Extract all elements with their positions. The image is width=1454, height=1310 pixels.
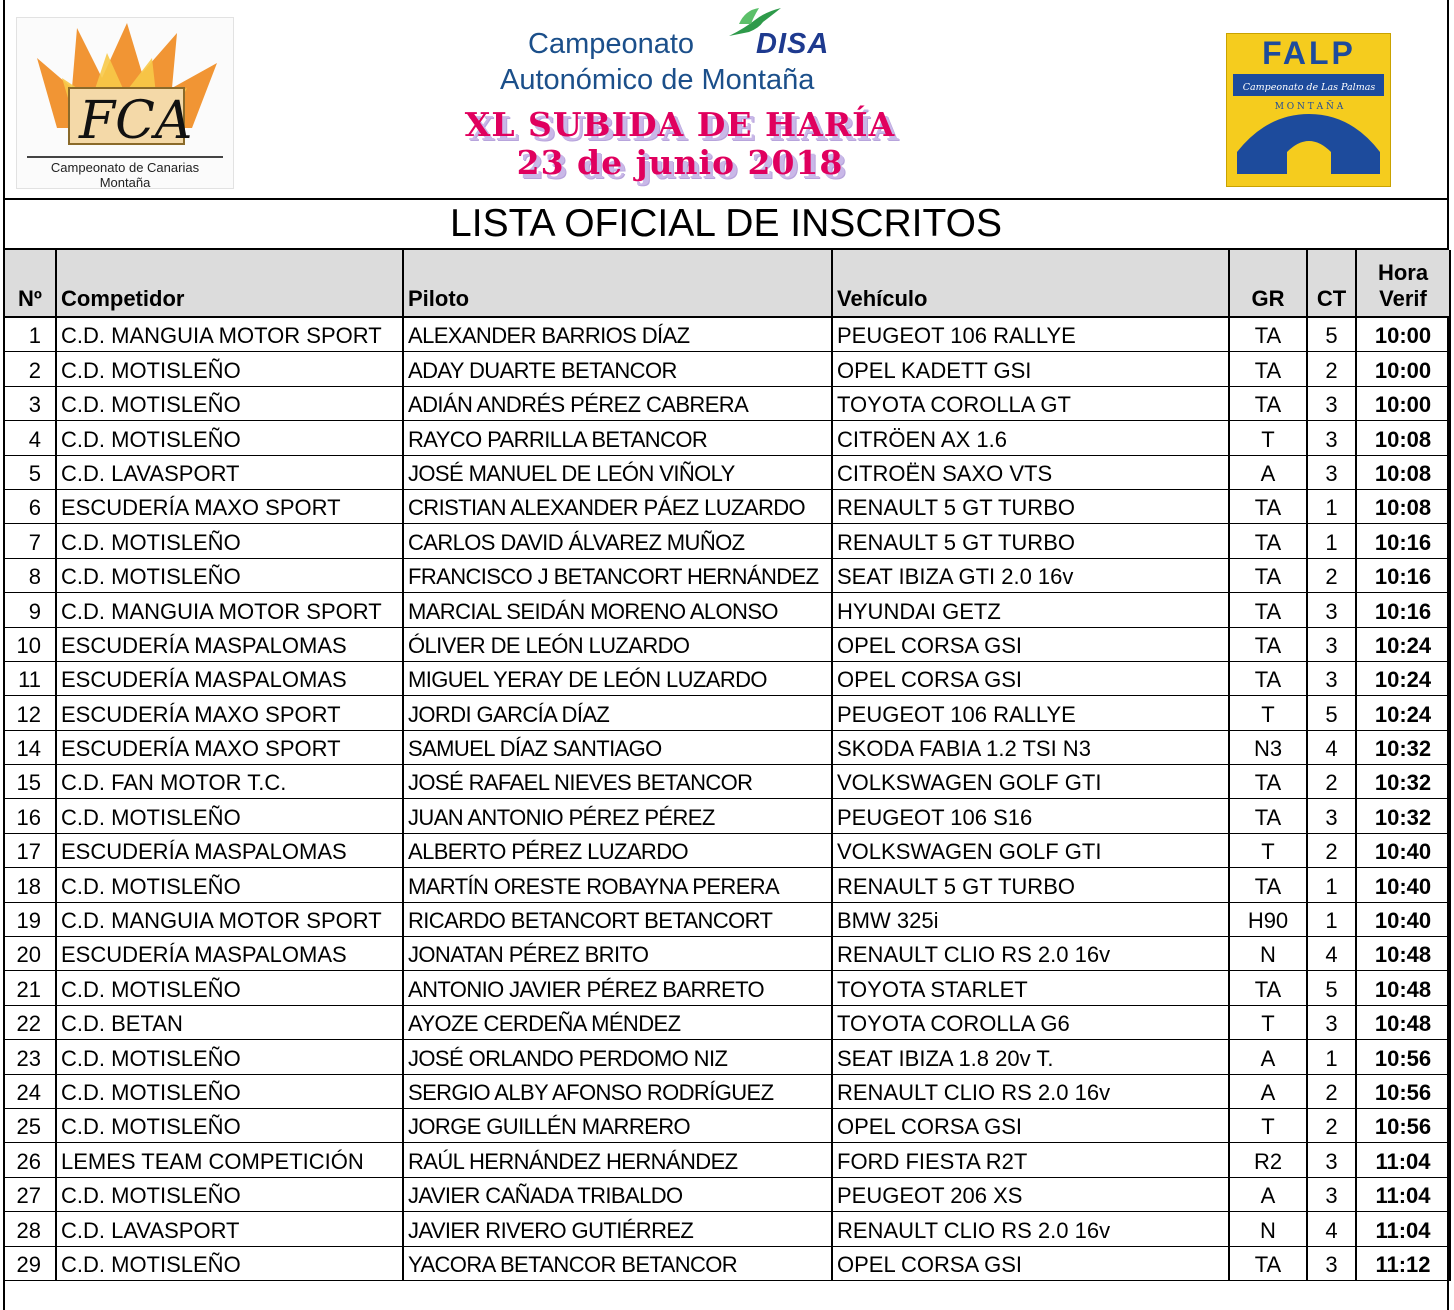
- event-date: 23 de junio 2018: [516, 143, 844, 182]
- cell-gr: TA: [1229, 799, 1307, 833]
- cell-gr: H90: [1229, 902, 1307, 936]
- cell-vehiculo: VOLKSWAGEN GOLF GTI: [832, 833, 1229, 867]
- cell-piloto: JONATAN PÉREZ BRITO: [403, 937, 832, 971]
- table-row: [4, 765, 1450, 799]
- cell-competidor: ESCUDERÍA MASPALOMAS: [56, 937, 403, 971]
- cell-hora: 10:56: [1356, 1074, 1450, 1108]
- event-name: XL SUBIDA DE HARÍA: [464, 105, 896, 144]
- cell-hora: 10:08: [1356, 421, 1450, 455]
- cell-hora: 10:56: [1356, 1040, 1450, 1074]
- cell-ct: 4: [1307, 1212, 1356, 1246]
- fca-caption-line1: Campeonato de Canarias: [50, 160, 200, 175]
- event-title: [400, 106, 960, 182]
- cell-ct: 2: [1307, 833, 1356, 867]
- cell-hora: 10:16: [1356, 524, 1450, 558]
- cell-ct: 3: [1307, 799, 1356, 833]
- cell-competidor: C.D. FAN MOTOR T.C.: [56, 765, 403, 799]
- cell-ct: 3: [1307, 386, 1356, 420]
- cell-gr: N3: [1229, 730, 1307, 764]
- cell-vehiculo: TOYOTA COROLLA GT: [832, 386, 1229, 420]
- cell-piloto: RAYCO PARRILLA BETANCOR: [403, 421, 832, 455]
- cell-competidor: C.D. LAVASPORT: [56, 455, 403, 489]
- cell-hora: 10:00: [1356, 352, 1450, 386]
- cell-no: 2: [4, 352, 56, 386]
- table-row: [4, 317, 1450, 352]
- cell-competidor: ESCUDERÍA MASPALOMAS: [56, 627, 403, 661]
- cell-competidor: C.D. MOTISLEÑO: [56, 558, 403, 592]
- cell-gr: T: [1229, 696, 1307, 730]
- falp-subtitle: Campeonato de Las Palmas: [1242, 82, 1376, 93]
- table-row: [4, 661, 1450, 695]
- cell-gr: T: [1229, 1005, 1307, 1039]
- cell-ct: 1: [1307, 902, 1356, 936]
- table-row: [4, 1143, 1450, 1177]
- cell-piloto: JAVIER RIVERO GUTIÉRREZ: [403, 1212, 832, 1246]
- cell-ct: 1: [1307, 524, 1356, 558]
- cell-hora: 10:24: [1356, 696, 1450, 730]
- table-row: [4, 386, 1450, 420]
- table-row: [4, 558, 1450, 592]
- cell-vehiculo: OPEL CORSA GSI: [832, 1108, 1229, 1142]
- cell-piloto: MARCIAL SEIDÁN MORENO ALONSO: [403, 593, 832, 627]
- cell-no: 4: [4, 421, 56, 455]
- table-row: [4, 421, 1450, 455]
- cell-no: 11: [4, 661, 56, 695]
- cell-hora: 10:08: [1356, 455, 1450, 489]
- cell-competidor: C.D. MOTISLEÑO: [56, 1246, 403, 1280]
- cell-piloto: ADAY DUARTE BETANCOR: [403, 352, 832, 386]
- cell-no: 8: [4, 558, 56, 592]
- cell-hora: 11:04: [1356, 1177, 1450, 1211]
- page-title: LISTA OFICIAL DE INSCRITOS: [3, 198, 1449, 250]
- cell-ct: 1: [1307, 1040, 1356, 1074]
- cell-ct: 3: [1307, 1177, 1356, 1211]
- cell-piloto: JORDI GARCÍA DÍAZ: [403, 696, 832, 730]
- cell-gr: TA: [1229, 765, 1307, 799]
- cell-competidor: ESCUDERÍA MAXO SPORT: [56, 696, 403, 730]
- cell-ct: 5: [1307, 696, 1356, 730]
- cell-gr: TA: [1229, 627, 1307, 661]
- cell-hora: 10:40: [1356, 902, 1450, 936]
- cell-no: 12: [4, 696, 56, 730]
- cell-no: 17: [4, 833, 56, 867]
- cell-piloto: CARLOS DAVID ÁLVAREZ MUÑOZ: [403, 524, 832, 558]
- cell-ct: 3: [1307, 1005, 1356, 1039]
- cell-ct: 3: [1307, 627, 1356, 661]
- cell-hora: 10:24: [1356, 627, 1450, 661]
- cell-vehiculo: BMW 325i: [832, 902, 1229, 936]
- cell-ct: 2: [1307, 765, 1356, 799]
- cell-hora: 11:04: [1356, 1143, 1450, 1177]
- cell-vehiculo: RENAULT 5 GT TURBO: [832, 489, 1229, 523]
- cell-vehiculo: CITRÖEN AX 1.6: [832, 421, 1229, 455]
- cell-ct: 3: [1307, 661, 1356, 695]
- cell-no: 25: [4, 1108, 56, 1142]
- table-row: [4, 455, 1450, 489]
- table-row: [4, 1212, 1450, 1246]
- cell-ct: 3: [1307, 1143, 1356, 1177]
- fca-caption: [27, 156, 223, 189]
- table-row: [4, 489, 1450, 523]
- cell-vehiculo: RENAULT 5 GT TURBO: [832, 868, 1229, 902]
- col-header-ct: CT: [1307, 250, 1356, 317]
- table-row: [4, 730, 1450, 764]
- cell-ct: 2: [1307, 1074, 1356, 1108]
- cell-ct: 3: [1307, 593, 1356, 627]
- cell-hora: 11:12: [1356, 1246, 1450, 1280]
- cell-no: 6: [4, 489, 56, 523]
- cell-ct: 5: [1307, 971, 1356, 1005]
- entries-body: [4, 317, 1450, 1280]
- cell-hora: 10:56: [1356, 1108, 1450, 1142]
- cell-vehiculo: PEUGEOT 106 RALLYE: [832, 317, 1229, 352]
- entries-table: [3, 250, 1451, 1281]
- cell-competidor: C.D. MOTISLEÑO: [56, 1177, 403, 1211]
- cell-gr: A: [1229, 1074, 1307, 1108]
- col-header-competidor: Competidor: [56, 250, 403, 317]
- cell-piloto: YACORA BETANCOR BETANCOR: [403, 1246, 832, 1280]
- cell-hora: 11:04: [1356, 1212, 1450, 1246]
- cell-piloto: CRISTIAN ALEXANDER PÁEZ LUZARDO: [403, 489, 832, 523]
- cell-ct: 3: [1307, 455, 1356, 489]
- cell-gr: A: [1229, 455, 1307, 489]
- cell-vehiculo: RENAULT CLIO RS 2.0 16v: [832, 1074, 1229, 1108]
- table-row: [4, 696, 1450, 730]
- cell-ct: 4: [1307, 730, 1356, 764]
- cell-vehiculo: SKODA FABIA 1.2 TSI N3: [832, 730, 1229, 764]
- cell-piloto: JUAN ANTONIO PÉREZ PÉREZ: [403, 799, 832, 833]
- cell-hora: 10:00: [1356, 317, 1450, 352]
- cell-no: 29: [4, 1246, 56, 1280]
- cell-no: 14: [4, 730, 56, 764]
- cell-hora: 10:48: [1356, 971, 1450, 1005]
- col-header-hora-line2: Verif: [1379, 286, 1427, 311]
- cell-vehiculo: RENAULT 5 GT TURBO: [832, 524, 1229, 558]
- cell-no: 19: [4, 902, 56, 936]
- table-row: [4, 593, 1450, 627]
- table-row: [4, 1177, 1450, 1211]
- cell-hora: 10:40: [1356, 833, 1450, 867]
- cell-piloto: ADIÁN ANDRÉS PÉREZ CABRERA: [403, 386, 832, 420]
- falp-logo: [1226, 33, 1391, 187]
- cell-gr: TA: [1229, 489, 1307, 523]
- col-header-piloto: Piloto: [403, 250, 832, 317]
- table-row: [4, 1074, 1450, 1108]
- cell-piloto: AYOZE CERDEÑA MÉNDEZ: [403, 1005, 832, 1039]
- cell-piloto: RICARDO BETANCORT BETANCORT: [403, 902, 832, 936]
- table-row: [4, 1246, 1450, 1280]
- cell-gr: TA: [1229, 661, 1307, 695]
- cell-ct: 2: [1307, 1108, 1356, 1142]
- cell-vehiculo: RENAULT CLIO RS 2.0 16v: [832, 1212, 1229, 1246]
- cell-no: 21: [4, 971, 56, 1005]
- cell-hora: 10:24: [1356, 661, 1450, 695]
- cell-competidor: ESCUDERÍA MASPALOMAS: [56, 661, 403, 695]
- cell-gr: TA: [1229, 352, 1307, 386]
- cell-vehiculo: OPEL KADETT GSI: [832, 352, 1229, 386]
- cell-competidor: ESCUDERÍA MAXO SPORT: [56, 730, 403, 764]
- cell-hora: 10:40: [1356, 868, 1450, 902]
- cell-no: 1: [4, 317, 56, 352]
- cell-no: 10: [4, 627, 56, 661]
- col-header-hora: [1356, 250, 1450, 317]
- cell-competidor: C.D. MOTISLEÑO: [56, 799, 403, 833]
- cell-gr: TA: [1229, 593, 1307, 627]
- cell-ct: 1: [1307, 868, 1356, 902]
- table-row: [4, 971, 1450, 1005]
- table-row: [4, 627, 1450, 661]
- cell-piloto: JOSÉ ORLANDO PERDOMO NIZ: [403, 1040, 832, 1074]
- cell-no: 9: [4, 593, 56, 627]
- cell-competidor: ESCUDERÍA MAXO SPORT: [56, 489, 403, 523]
- falp-category: M O N T A Ñ A: [1274, 102, 1344, 112]
- cell-no: 20: [4, 937, 56, 971]
- cell-piloto: JORGE GUILLÉN MARRERO: [403, 1108, 832, 1142]
- col-header-gr: GR: [1229, 250, 1307, 317]
- cell-no: 22: [4, 1005, 56, 1039]
- cell-hora: 10:32: [1356, 730, 1450, 764]
- cell-piloto: ANTONIO JAVIER PÉREZ BARRETO: [403, 971, 832, 1005]
- cell-ct: 2: [1307, 558, 1356, 592]
- cell-competidor: C.D. MOTISLEÑO: [56, 1108, 403, 1142]
- document-header: [0, 0, 1454, 198]
- cell-gr: T: [1229, 421, 1307, 455]
- cell-vehiculo: VOLKSWAGEN GOLF GTI: [832, 765, 1229, 799]
- table-row: [4, 1005, 1450, 1039]
- cell-gr: T: [1229, 1108, 1307, 1142]
- col-header-hora-line1: Hora: [1377, 260, 1429, 285]
- cell-vehiculo: SEAT IBIZA GTI 2.0 16v: [832, 558, 1229, 592]
- cell-no: 15: [4, 765, 56, 799]
- cell-piloto: ÓLIVER DE LEÓN LUZARDO: [403, 627, 832, 661]
- cell-hora: 10:32: [1356, 765, 1450, 799]
- cell-piloto: ALBERTO PÉREZ LUZARDO: [403, 833, 832, 867]
- table-row: [4, 524, 1450, 558]
- cell-vehiculo: OPEL CORSA GSI: [832, 661, 1229, 695]
- cell-vehiculo: PEUGEOT 106 S16: [832, 799, 1229, 833]
- table-row: [4, 902, 1450, 936]
- cell-gr: T: [1229, 833, 1307, 867]
- table-row: [4, 937, 1450, 971]
- fca-caption-line2: Montaña: [99, 175, 151, 189]
- cell-competidor: LEMES TEAM COMPETICIÓN: [56, 1143, 403, 1177]
- cell-piloto: JOSÉ RAFAEL NIEVES BETANCOR: [403, 765, 832, 799]
- cell-competidor: C.D. MOTISLEÑO: [56, 386, 403, 420]
- cell-vehiculo: PEUGEOT 106 RALLYE: [832, 696, 1229, 730]
- table-row: [4, 799, 1450, 833]
- cell-piloto: ALEXANDER BARRIOS DÍAZ: [403, 317, 832, 352]
- cell-vehiculo: HYUNDAI GETZ: [832, 593, 1229, 627]
- cell-vehiculo: TOYOTA STARLET: [832, 971, 1229, 1005]
- table-row: [4, 868, 1450, 902]
- col-header-vehiculo: Vehículo: [832, 250, 1229, 317]
- cell-gr: TA: [1229, 317, 1307, 352]
- cell-vehiculo: FORD FIESTA R2T: [832, 1143, 1229, 1177]
- cell-gr: TA: [1229, 971, 1307, 1005]
- table-row: [4, 352, 1450, 386]
- cell-competidor: C.D. BETAN: [56, 1005, 403, 1039]
- cell-piloto: SAMUEL DÍAZ SANTIAGO: [403, 730, 832, 764]
- cell-gr: TA: [1229, 1246, 1307, 1280]
- cell-competidor: C.D. MANGUIA MOTOR SPORT: [56, 593, 403, 627]
- cell-competidor: C.D. MOTISLEÑO: [56, 868, 403, 902]
- cell-no: 28: [4, 1212, 56, 1246]
- cell-hora: 10:48: [1356, 937, 1450, 971]
- cell-vehiculo: SEAT IBIZA 1.8 20v T.: [832, 1040, 1229, 1074]
- cell-no: 5: [4, 455, 56, 489]
- cell-hora: 10:48: [1356, 1005, 1450, 1039]
- cell-no: 18: [4, 868, 56, 902]
- cell-no: 7: [4, 524, 56, 558]
- cell-vehiculo: OPEL CORSA GSI: [832, 627, 1229, 661]
- cell-piloto: FRANCISCO J BETANCORT HERNÁNDEZ: [403, 558, 832, 592]
- cell-no: 3: [4, 386, 56, 420]
- cell-ct: 3: [1307, 1246, 1356, 1280]
- cell-competidor: C.D. MOTISLEÑO: [56, 524, 403, 558]
- cell-piloto: JAVIER CAÑADA TRIBALDO: [403, 1177, 832, 1211]
- cell-vehiculo: CITROËN SAXO VTS: [832, 455, 1229, 489]
- cell-gr: R2: [1229, 1143, 1307, 1177]
- cell-competidor: C.D. LAVASPORT: [56, 1212, 403, 1246]
- fca-leaf-icon: [17, 18, 233, 154]
- cell-hora: 10:00: [1356, 386, 1450, 420]
- cell-no: 16: [4, 799, 56, 833]
- falp-name: FALP: [1262, 35, 1356, 71]
- table-row: [4, 1108, 1450, 1142]
- cell-hora: 10:08: [1356, 489, 1450, 523]
- cell-gr: A: [1229, 1040, 1307, 1074]
- cell-piloto: MARTÍN ORESTE ROBAYNA PERERA: [403, 868, 832, 902]
- cell-competidor: C.D. MOTISLEÑO: [56, 1074, 403, 1108]
- falp-emblem-icon: [1227, 34, 1390, 186]
- cell-ct: 5: [1307, 317, 1356, 352]
- cell-piloto: SERGIO ALBY AFONSO RODRÍGUEZ: [403, 1074, 832, 1108]
- cell-hora: 10:32: [1356, 799, 1450, 833]
- cell-gr: TA: [1229, 868, 1307, 902]
- cell-no: 26: [4, 1143, 56, 1177]
- cell-vehiculo: OPEL CORSA GSI: [832, 1246, 1229, 1280]
- disa-line2: Autonómico de Montaña: [500, 64, 815, 96]
- cell-ct: 3: [1307, 421, 1356, 455]
- col-header-no: Nº: [4, 250, 56, 317]
- cell-gr: TA: [1229, 558, 1307, 592]
- cell-hora: 10:16: [1356, 558, 1450, 592]
- cell-ct: 2: [1307, 352, 1356, 386]
- cell-gr: TA: [1229, 386, 1307, 420]
- cell-piloto: MIGUEL YERAY DE LEÓN LUZARDO: [403, 661, 832, 695]
- table-header-row: [4, 250, 1450, 317]
- cell-gr: N: [1229, 1212, 1307, 1246]
- cell-gr: TA: [1229, 524, 1307, 558]
- cell-piloto: RAÚL HERNÁNDEZ HERNÁNDEZ: [403, 1143, 832, 1177]
- table-row: [4, 833, 1450, 867]
- disa-brand: DISA: [756, 28, 830, 60]
- cell-no: 24: [4, 1074, 56, 1108]
- cell-no: 23: [4, 1040, 56, 1074]
- cell-competidor: C.D. MOTISLEÑO: [56, 352, 403, 386]
- cell-vehiculo: PEUGEOT 206 XS: [832, 1177, 1229, 1211]
- cell-competidor: ESCUDERÍA MASPALOMAS: [56, 833, 403, 867]
- cell-ct: 1: [1307, 489, 1356, 523]
- cell-competidor: C.D. MOTISLEÑO: [56, 1040, 403, 1074]
- cell-vehiculo: RENAULT CLIO RS 2.0 16v: [832, 937, 1229, 971]
- disa-line1: Campeonato: [528, 28, 695, 60]
- cell-ct: 4: [1307, 937, 1356, 971]
- cell-piloto: JOSÉ MANUEL DE LEÓN VIÑOLY: [403, 455, 832, 489]
- cell-competidor: C.D. MANGUIA MOTOR SPORT: [56, 317, 403, 352]
- cell-competidor: C.D. MANGUIA MOTOR SPORT: [56, 902, 403, 936]
- cell-gr: A: [1229, 1177, 1307, 1211]
- cell-no: 27: [4, 1177, 56, 1211]
- cell-competidor: C.D. MOTISLEÑO: [56, 421, 403, 455]
- fca-letters: FCA: [79, 91, 193, 151]
- table-row: [4, 1040, 1450, 1074]
- cell-vehiculo: TOYOTA COROLLA G6: [832, 1005, 1229, 1039]
- cell-competidor: C.D. MOTISLEÑO: [56, 971, 403, 1005]
- disa-championship-logo: [470, 10, 930, 110]
- cell-hora: 10:16: [1356, 593, 1450, 627]
- cell-gr: N: [1229, 937, 1307, 971]
- fca-logo: [16, 17, 234, 189]
